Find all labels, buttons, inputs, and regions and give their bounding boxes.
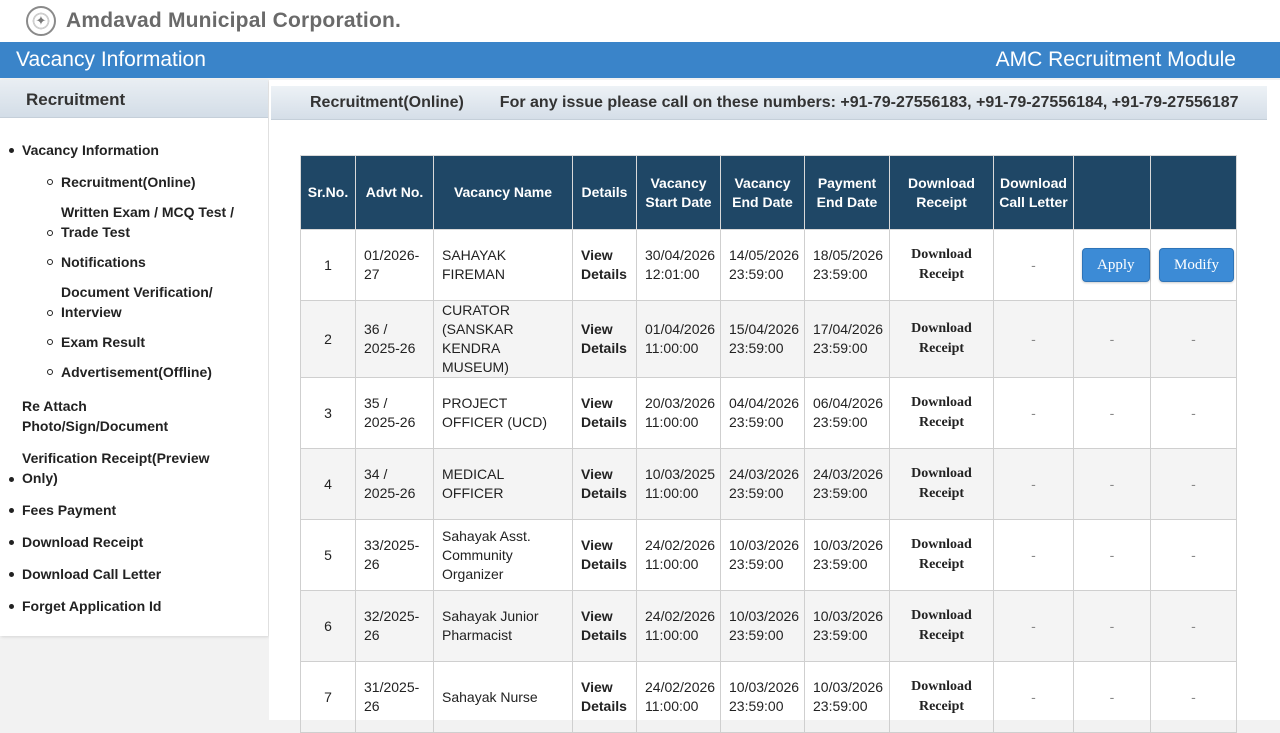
download-receipt-link[interactable]: Download Receipt xyxy=(890,662,994,733)
apply-cell: - xyxy=(1074,449,1151,520)
col-download-call-letter: Download Call Letter xyxy=(994,156,1074,230)
table-row xyxy=(301,378,1237,449)
bullet-icon xyxy=(9,540,14,545)
col-apply xyxy=(1074,156,1151,230)
bullet-icon xyxy=(9,477,14,482)
apply-button[interactable]: Apply xyxy=(1082,248,1150,282)
start-date-cell: 24/02/2026 11:00:00 xyxy=(637,520,721,591)
sidebar-item-download-receipt[interactable]: Download Receipt xyxy=(0,532,230,552)
top-header xyxy=(0,0,1280,42)
table-row xyxy=(301,662,1237,733)
col-download-receipt: Download Receipt xyxy=(890,156,994,230)
apply-cell: - xyxy=(1074,378,1151,449)
sidebar-item-fees-payment[interactable]: Fees Payment xyxy=(0,500,230,520)
sr-no-cell: 2 xyxy=(301,301,356,378)
apply-cell: - xyxy=(1074,520,1151,591)
module-title: AMC Recruitment Module xyxy=(995,48,1236,71)
col-modify xyxy=(1151,156,1237,230)
call-letter-cell: - xyxy=(994,449,1074,520)
sidebar-item-re-attach[interactable]: Re Attach Photo/Sign/Document xyxy=(22,398,169,434)
start-date-cell: 01/04/2026 11:00:00 xyxy=(637,301,721,378)
call-letter-cell: - xyxy=(994,662,1074,733)
payment-end-date-cell: 10/03/2026 23:59:00 xyxy=(805,520,890,591)
payment-end-date-cell: 17/04/2026 23:59:00 xyxy=(805,301,890,378)
payment-end-date-cell: 24/03/2026 23:59:00 xyxy=(805,449,890,520)
col-start-date: Vacancy Start Date xyxy=(637,156,721,230)
table-row xyxy=(301,591,1237,662)
modify-cell: - xyxy=(1151,662,1237,733)
modify-cell: - xyxy=(1151,378,1237,449)
sidebar-item-advertisement-offline[interactable]: Advertisement(Offline) xyxy=(0,362,250,382)
download-receipt-link[interactable]: Download Receipt xyxy=(890,449,994,520)
vacancy-name-cell: CURATOR (SANSKAR KENDRA MUSEUM) xyxy=(434,301,573,378)
table-header-row xyxy=(301,156,1237,230)
sr-no-cell: 6 xyxy=(301,591,356,662)
payment-end-date-cell: 10/03/2026 23:59:00 xyxy=(805,591,890,662)
vacancy-name-cell: SAHAYAK FIREMAN xyxy=(434,230,573,301)
sidebar-title: Recruitment xyxy=(0,80,268,118)
advt-no-cell: 35 / 2025-26 xyxy=(356,378,434,449)
modify-cell xyxy=(1151,230,1237,301)
sidebar-item-document-verification[interactable]: Document Verification/ Interview xyxy=(0,282,250,322)
vacancy-name-cell: MEDICAL OFFICER xyxy=(434,449,573,520)
table-row xyxy=(301,301,1237,378)
view-details-link[interactable]: View Details xyxy=(573,591,637,662)
sidebar-item-notifications[interactable]: Notifications xyxy=(0,252,250,272)
start-date-cell: 30/04/2026 12:01:00 xyxy=(637,230,721,301)
sidebar-item-written-exam[interactable]: Written Exam / MCQ Test / Trade Test xyxy=(0,202,250,242)
bullet-circle-icon xyxy=(47,230,53,236)
table-row xyxy=(301,520,1237,591)
payment-end-date-cell: 18/05/2026 23:59:00 xyxy=(805,230,890,301)
call-letter-cell: - xyxy=(994,520,1074,591)
view-details-link[interactable]: View Details xyxy=(573,230,637,301)
end-date-cell: 10/03/2026 23:59:00 xyxy=(721,591,805,662)
content-header xyxy=(271,86,1267,120)
sidebar xyxy=(0,80,268,636)
col-sr-no: Sr.No. xyxy=(301,156,356,230)
modify-cell: - xyxy=(1151,301,1237,378)
sidebar-item-forget-application-id[interactable]: Forget Application Id xyxy=(0,596,230,616)
advt-no-cell: 31/2025-26 xyxy=(356,662,434,733)
sr-no-cell: 4 xyxy=(301,449,356,520)
helpline-notice: For any issue please call on these numbers: +91-79-27556183, +91-79-27556184, +91-79-27556187 xyxy=(499,93,1239,111)
end-date-cell: 15/04/2026 23:59:00 xyxy=(721,301,805,378)
page-title: Recruitment(Online) xyxy=(310,93,464,111)
table-row xyxy=(301,230,1237,301)
org-name: Amdavad Municipal Corporation. xyxy=(66,9,402,32)
bullet-circle-icon xyxy=(47,369,53,375)
start-date-cell: 24/02/2026 11:00:00 xyxy=(637,662,721,733)
col-details: Details xyxy=(573,156,637,230)
bullet-circle-icon xyxy=(47,259,53,265)
section-title: Vacancy Information xyxy=(16,48,206,71)
end-date-cell: 04/04/2026 23:59:00 xyxy=(721,378,805,449)
start-date-cell: 20/03/2026 11:00:00 xyxy=(637,378,721,449)
apply-cell xyxy=(1074,230,1151,301)
bullet-icon xyxy=(9,508,14,513)
apply-cell: - xyxy=(1074,662,1151,733)
bullet-circle-icon xyxy=(47,310,53,316)
title-bar xyxy=(0,42,1280,78)
modify-cell: - xyxy=(1151,520,1237,591)
advt-no-cell: 32/2025-26 xyxy=(356,591,434,662)
end-date-cell: 10/03/2026 23:59:00 xyxy=(721,520,805,591)
payment-end-date-cell: 10/03/2026 23:59:00 xyxy=(805,662,890,733)
apply-cell: - xyxy=(1074,591,1151,662)
vacancy-name-cell: PROJECT OFFICER (UCD) xyxy=(434,378,573,449)
download-receipt-link[interactable]: Download Receipt xyxy=(890,230,994,301)
start-date-cell: 24/02/2026 11:00:00 xyxy=(637,591,721,662)
sidebar-item-exam-result[interactable]: Exam Result xyxy=(0,332,250,352)
advt-no-cell: 34 / 2025-26 xyxy=(356,449,434,520)
end-date-cell: 10/03/2026 23:59:00 xyxy=(721,662,805,733)
sidebar-item-vacancy-information[interactable]: Vacancy Information xyxy=(0,140,230,160)
start-date-cell: 10/03/2025 11:00:00 xyxy=(637,449,721,520)
advt-no-cell: 33/2025-26 xyxy=(356,520,434,591)
modify-cell: - xyxy=(1151,591,1237,662)
bullet-icon xyxy=(9,148,14,153)
view-details-link[interactable]: View Details xyxy=(573,378,637,449)
vacancy-name-cell: Sahayak Junior Pharmacist xyxy=(434,591,573,662)
modify-button[interactable]: Modify xyxy=(1159,248,1234,282)
call-letter-cell: - xyxy=(994,301,1074,378)
sidebar-menu xyxy=(0,118,268,616)
sr-no-cell: 3 xyxy=(301,378,356,449)
sr-no-cell: 1 xyxy=(301,230,356,301)
sr-no-cell: 7 xyxy=(301,662,356,733)
end-date-cell: 14/05/2026 23:59:00 xyxy=(721,230,805,301)
vacancy-name-cell: Sahayak Nurse xyxy=(434,662,573,733)
download-receipt-link[interactable]: Download Receipt xyxy=(890,591,994,662)
main-content xyxy=(269,80,1280,720)
amc-logo-icon: ✦ xyxy=(26,6,56,36)
col-payment-end-date: Payment End Date xyxy=(805,156,890,230)
view-details-link[interactable]: View Details xyxy=(573,520,637,591)
view-details-link[interactable]: View Details xyxy=(573,662,637,733)
vacancy-table xyxy=(300,155,1237,733)
call-letter-cell: - xyxy=(994,591,1074,662)
bullet-icon xyxy=(9,604,14,609)
vacancy-name-cell: Sahayak Asst. Community Organizer xyxy=(434,520,573,591)
call-letter-cell: - xyxy=(994,230,1074,301)
sidebar-item-recruitment-online[interactable]: Recruitment(Online) xyxy=(0,172,250,192)
col-end-date: Vacancy End Date xyxy=(721,156,805,230)
bullet-circle-icon xyxy=(47,179,53,185)
col-advt-no: Advt No. xyxy=(356,156,434,230)
view-details-link[interactable]: View Details xyxy=(573,449,637,520)
download-receipt-link[interactable]: Download Receipt xyxy=(890,301,994,378)
modify-cell: - xyxy=(1151,449,1237,520)
call-letter-cell: - xyxy=(994,378,1074,449)
advt-no-cell: 01/2026-27 xyxy=(356,230,434,301)
bullet-circle-icon xyxy=(47,339,53,345)
advt-no-cell: 36 / 2025-26 xyxy=(356,301,434,378)
view-details-link[interactable]: View Details xyxy=(573,301,637,378)
table-row xyxy=(301,449,1237,520)
sidebar-item-download-call-letter[interactable]: Download Call Letter xyxy=(0,564,230,584)
sr-no-cell: 5 xyxy=(301,520,356,591)
col-vacancy-name: Vacancy Name xyxy=(434,156,573,230)
sidebar-item-verification-receipt[interactable]: Verification Receipt(Preview Only) xyxy=(0,448,230,488)
end-date-cell: 24/03/2026 23:59:00 xyxy=(721,449,805,520)
download-receipt-link[interactable]: Download Receipt xyxy=(890,378,994,449)
bullet-icon xyxy=(9,572,14,577)
download-receipt-link[interactable]: Download Receipt xyxy=(890,520,994,591)
apply-cell: - xyxy=(1074,301,1151,378)
payment-end-date-cell: 06/04/2026 23:59:00 xyxy=(805,378,890,449)
